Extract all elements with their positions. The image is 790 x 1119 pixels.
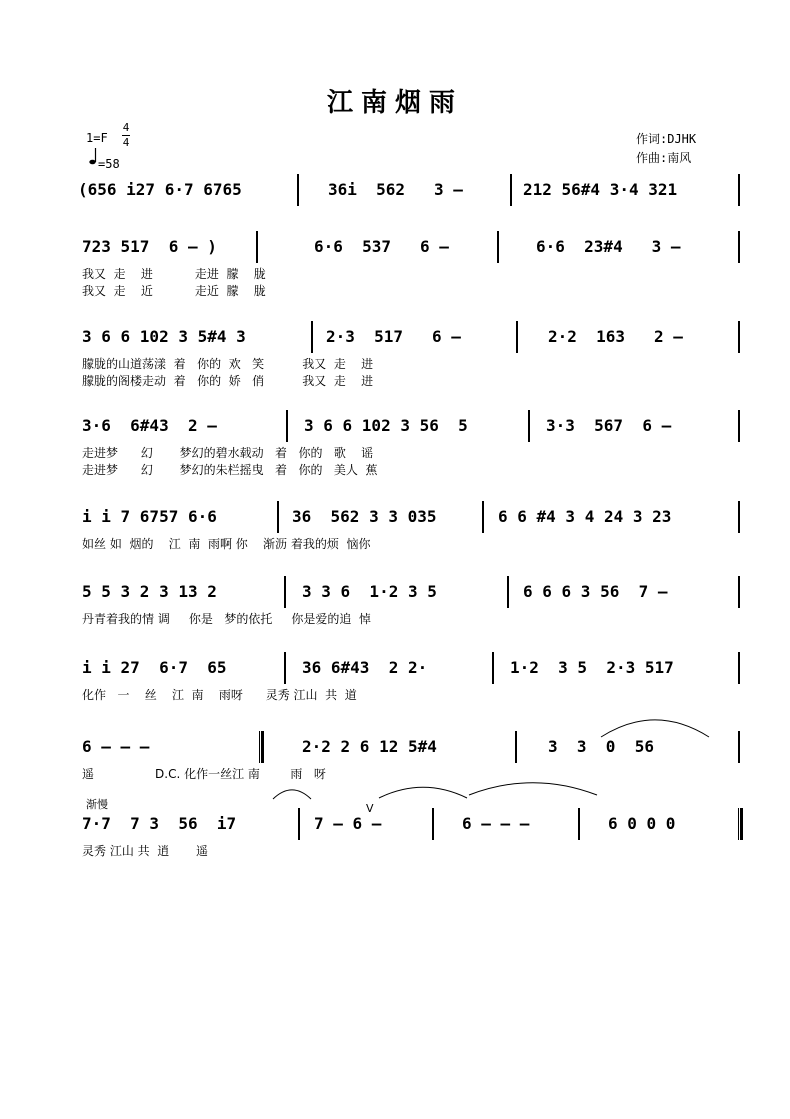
barline — [738, 410, 740, 442]
barline — [515, 731, 517, 763]
barline — [738, 501, 740, 533]
tempo-marking: 渐慢 — [86, 798, 108, 811]
barline — [284, 576, 286, 608]
composer: 作曲:南风 — [636, 151, 692, 165]
barline — [432, 808, 434, 840]
slur-mark — [272, 788, 312, 800]
barline — [738, 808, 743, 840]
measure-notes: 36 6#43 2 2· — [302, 658, 428, 677]
time-denominator: 4 — [122, 136, 130, 149]
barline — [256, 231, 258, 263]
measure-notes: 7·7 7 3 56 i7 — [82, 814, 237, 833]
measure-notes: 3 3 0 56 — [548, 737, 654, 756]
measure-notes: 6·6 23#4 3 – — [536, 237, 681, 256]
measure-notes: 36 562 3 3 035 — [292, 507, 437, 526]
measure-notes: 3 3 6 1·2 3 5 — [302, 582, 437, 601]
barline — [738, 321, 740, 353]
barline — [297, 174, 299, 206]
measure-notes: (656 i27 6·7 6765 — [78, 180, 242, 199]
measure-notes: 3 6 6 102 3 5#4 3 — [82, 327, 246, 346]
notes-line — [78, 658, 748, 688]
measure-notes: 36i 562 3 – — [328, 180, 463, 199]
measure-notes: 6·6 537 6 – — [314, 237, 449, 256]
time-numerator: 4 — [122, 121, 130, 134]
lyric-line: 丹青着我的情 调 你是 梦的依托 你是爱的追 悼 — [82, 612, 372, 626]
measure-notes: 1·2 3 5 2·3 517 — [510, 658, 674, 677]
time-signature — [122, 122, 130, 149]
barline — [497, 231, 499, 263]
measure-notes: 6 6 #4 3 4 24 3 23 — [498, 507, 672, 526]
measure-notes: i i 7 6757 6·6 — [82, 507, 217, 526]
measure-notes: 6 0 0 0 — [608, 814, 676, 833]
lyricist: 作词:DJHK — [636, 132, 697, 146]
barline — [482, 501, 484, 533]
barline — [738, 576, 740, 608]
notes-line — [78, 237, 748, 267]
notes-line — [78, 180, 748, 210]
measure-notes: 2·3 517 6 – — [326, 327, 461, 346]
lyric-line: 化作 一 丝 江 南 雨呀 灵秀 江山 共 道 — [82, 688, 357, 702]
section-double-barline — [259, 731, 264, 763]
measure-notes: 6 6 6 3 56 7 – — [523, 582, 668, 601]
lyric-line: 走进梦 幻 梦幻的朱栏摇曳 着 你的 美人 蕉 — [82, 463, 378, 477]
barline — [311, 321, 313, 353]
barline — [528, 410, 530, 442]
barline — [578, 808, 580, 840]
lyric-line: 走进梦 幻 梦幻的碧水载动 着 你的 歌 谣 — [82, 446, 374, 460]
measure-notes: 3·6 6#43 2 – — [82, 416, 217, 435]
barline — [507, 576, 509, 608]
notes-line — [78, 737, 748, 767]
measure-notes: 2·2 163 2 – — [548, 327, 683, 346]
slur-mark — [378, 785, 468, 799]
lyric-line: 如丝 如 烟的 江 南 雨啊 你 渐沥 着我的烦 恼你 — [82, 537, 371, 551]
lyric-line: 灵秀 江山 共 逍 遥 — [82, 844, 208, 858]
slur-mark — [468, 780, 598, 796]
measure-notes: 3 6 6 102 3 56 5 — [304, 416, 468, 435]
barline — [738, 174, 740, 206]
measure-notes: 7 – 6 – — [314, 814, 382, 833]
tempo: =58 — [98, 157, 120, 171]
barline — [738, 652, 740, 684]
lyric-line: 我又 走 近 走近 朦 胧 — [82, 284, 266, 298]
barline — [284, 652, 286, 684]
lyric-line: 我又 走 进 走进 朦 胧 — [82, 267, 266, 281]
measure-notes: 6 – – – — [82, 737, 150, 756]
measure-notes: 6 – – – — [462, 814, 530, 833]
measure-notes: 3·3 567 6 – — [546, 416, 672, 435]
notes-line — [78, 507, 748, 537]
notes-line — [78, 582, 748, 612]
notes-line — [78, 814, 748, 844]
measure-notes: i i 27 6·7 65 — [82, 658, 227, 677]
barline — [277, 501, 279, 533]
slur-mark — [600, 716, 710, 738]
notes-line — [78, 416, 748, 446]
lyric-line: 遥 D.C. 化作一丝江 南 雨 呀 — [82, 767, 326, 781]
barline — [738, 231, 740, 263]
song-title: 江南烟雨 — [326, 88, 463, 118]
barline — [510, 174, 512, 206]
barline — [738, 731, 740, 763]
measure-notes: 2·2 2 6 12 5#4 — [302, 737, 437, 756]
notes-line — [78, 327, 748, 357]
quarter-note-icon — [89, 146, 97, 166]
lyric-line: 朦胧的山道荡漾 着 你的 欢 笑 我又 走 进 — [82, 357, 374, 371]
key-signature: 1=F — [86, 131, 108, 145]
measure-notes: 5 5 3 2 3 13 2 — [82, 582, 217, 601]
barline — [286, 410, 288, 442]
lyric-line: 朦胧的阁楼走动 着 你的 娇 俏 我又 走 进 — [82, 374, 374, 388]
measure-notes: 212 56#4 3·4 321 — [523, 180, 678, 199]
barline — [298, 808, 300, 840]
barline — [516, 321, 518, 353]
barline — [492, 652, 494, 684]
measure-notes: 723 517 6 – ) — [82, 237, 217, 256]
breath-mark: V — [366, 802, 374, 815]
